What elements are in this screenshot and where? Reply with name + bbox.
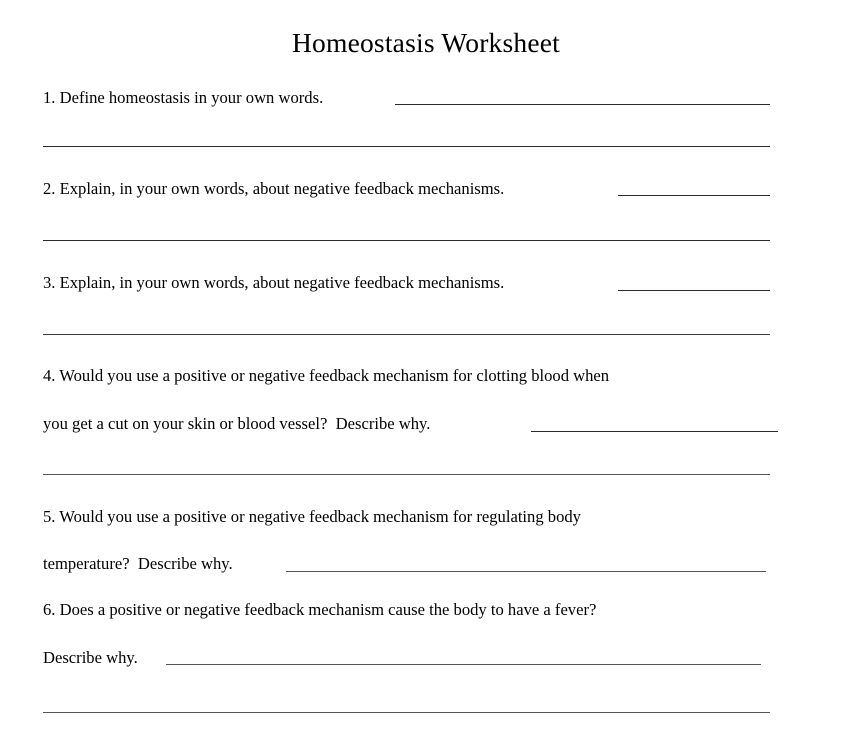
question-6-answer-blank-inline[interactable] — [166, 664, 761, 665]
question-2-text-line-1: 2. Explain, in your own words, about negative feedback mechanisms. — [43, 179, 505, 198]
question-1-answer-blank-inline[interactable] — [395, 104, 770, 105]
question-2-answer-blank-inline[interactable] — [618, 195, 770, 196]
question-2-answer-blank-line-2[interactable] — [43, 240, 770, 241]
question-4-text-line-2: you get a cut on your skin or blood vessel? Describe why. — [43, 414, 431, 433]
question-6-text-line-2: Describe why. — [43, 648, 138, 667]
question-6-answer-blank-line-3[interactable] — [43, 712, 770, 713]
question-1-answer-blank-line-2[interactable] — [43, 146, 770, 147]
question-4-answer-blank-line-3[interactable] — [43, 474, 770, 475]
question-5-text-line-1: 5. Would you use a positive or negative feedback mechanism for regulating body — [43, 507, 581, 526]
question-3-text-line-1: 3. Explain, in your own words, about negative feedback mechanisms. — [43, 273, 505, 292]
question-1-text-line-1: 1. Define homeostasis in your own words. — [43, 88, 324, 107]
question-5-answer-blank-inline[interactable] — [286, 571, 766, 572]
question-3-answer-blank-inline[interactable] — [618, 290, 770, 291]
question-3-answer-blank-line-2[interactable] — [43, 334, 770, 335]
question-5-text-line-2: temperature? Describe why. — [43, 554, 233, 573]
question-4-text-line-1: 4. Would you use a positive or negative feedback mechanism for clotting blood when — [43, 366, 610, 385]
question-6-text-line-1: 6. Does a positive or negative feedback mechanism cause the body to have a fever? — [43, 600, 597, 619]
page-title: Homeostasis Worksheet — [291, 27, 561, 58]
question-4-answer-blank-inline[interactable] — [531, 431, 778, 432]
